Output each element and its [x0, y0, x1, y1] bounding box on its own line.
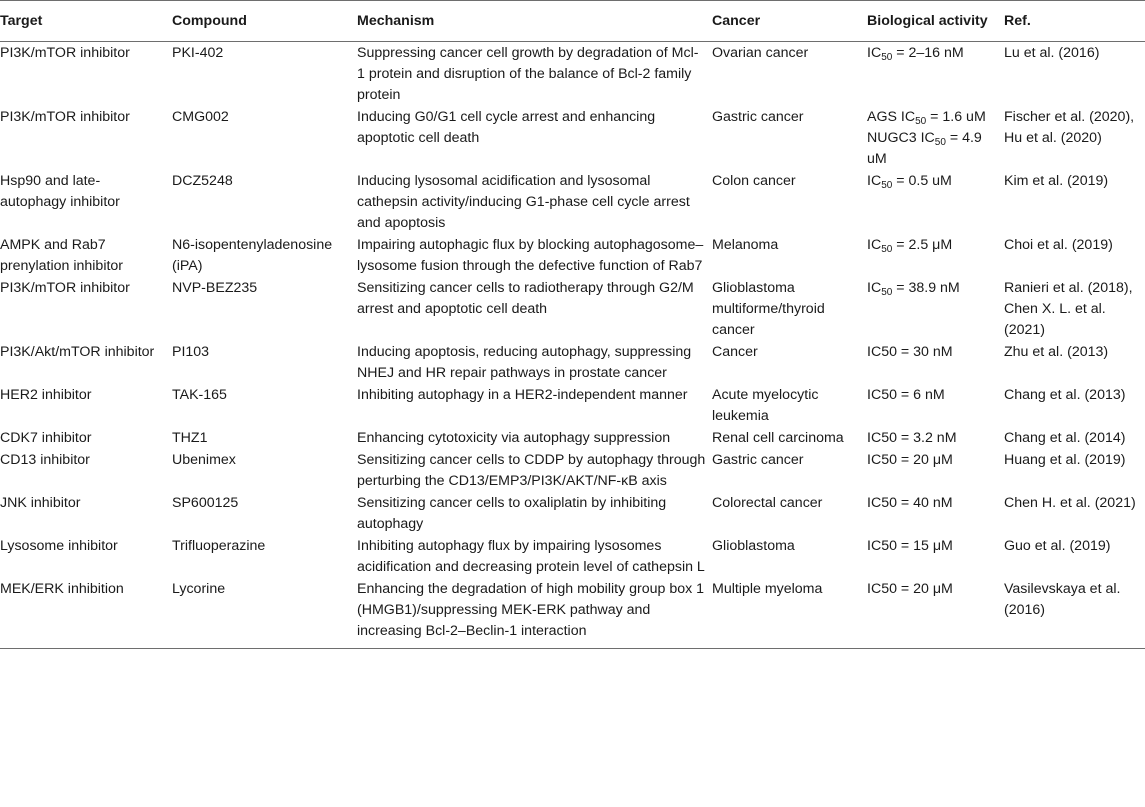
table-row — [0, 342, 1145, 385]
cell-target: JNK inhibitor — [0, 495, 81, 511]
cell-biological-activity — [867, 579, 1004, 649]
header-row — [0, 1, 1145, 42]
activity-value: IC50 = 40 nM — [867, 495, 953, 511]
cell-mechanism: Inducing apoptosis, reducing autophagy, suppressing NHEJ and HR repair pathways in prostate cancer — [357, 344, 692, 381]
cell-compound: CMG002 — [172, 109, 229, 125]
header-mechanism: Mechanism — [357, 1, 712, 42]
activity-value: IC50 = 20 μM — [867, 581, 953, 597]
cell-ref: Fischer et al. (2020), Hu et al. (2020) — [1004, 109, 1135, 146]
table-row — [0, 579, 1145, 649]
cell-ref: Guo et al. (2019) — [1004, 538, 1111, 554]
cell-mechanism: Enhancing cytotoxicity via autophagy suppression — [357, 430, 671, 446]
cell-target: MEK/ERK inhibition — [0, 579, 172, 649]
cell-biological-activity — [867, 107, 1004, 171]
table-row — [0, 107, 1145, 171]
cell-compound: PI103 — [172, 344, 210, 360]
cell-cancer: Multiple myeloma — [712, 579, 867, 649]
cell-cancer: Colorectal cancer — [712, 495, 823, 511]
activity-value: $IC_{50} = 2-16$ nM — [867, 45, 964, 63]
header-biological-activity: Biological activity — [867, 1, 1004, 42]
cell-cancer: Glioblastoma — [712, 538, 795, 554]
table-row — [0, 235, 1145, 278]
table-row — [0, 42, 1145, 108]
table-body — [0, 42, 1145, 649]
cell-cancer: Gastric cancer — [712, 109, 804, 125]
cell-mechanism: Sensitizing cancer cells to radiotherapy through G2/M arrest and apoptotic cell death — [357, 280, 694, 317]
cell-compound: NVP-BEZ235 — [172, 280, 258, 296]
cell-mechanism: Inducing G0/G1 cell cycle arrest and enhancing apoptotic cell death — [357, 109, 656, 146]
cell-cancer: Colon cancer — [712, 173, 796, 189]
activity-value: AGS $IC_{50} = 1.6$ uM — [867, 109, 986, 127]
cell-mechanism: Inducing lysosomal acidification and lysosomal cathepsin activity/inducing G1-phase cell cycle arrest and apoptosis — [357, 173, 690, 231]
header-cancer: Cancer — [712, 1, 867, 42]
cell-compound: N6-isopentenyladenosine (iPA) — [172, 237, 333, 274]
activity-value: IC50 = 3.2 nM — [867, 430, 957, 446]
cell-target: PI3K/mTOR inhibitor — [0, 109, 130, 125]
cell-biological-activity — [867, 278, 1004, 342]
cell-compound: Ubenimex — [172, 452, 236, 468]
cell-target: PI3K/Akt/mTOR inhibitor — [0, 344, 155, 360]
cell-biological-activity — [867, 171, 1004, 235]
header-compound: Compound — [172, 1, 357, 42]
cell-mechanism: Enhancing the degradation of high mobility group box 1 (HMGB1)/suppressing MEK-ERK pathway and increasing Bcl-2–Beclin-1 interaction — [357, 579, 712, 649]
table-row — [0, 428, 1145, 450]
cell-cancer: Renal cell carcinoma — [712, 430, 844, 446]
cell-ref: Choi et al. (2019) — [1004, 237, 1113, 253]
cell-biological-activity — [867, 536, 1004, 579]
cell-ref: Chang et al. (2013) — [1004, 387, 1126, 403]
cell-cancer: Melanoma — [712, 237, 779, 253]
cell-target: PI3K/mTOR inhibitor — [0, 280, 130, 296]
cell-compound: TAK-165 — [172, 387, 227, 403]
cell-mechanism: Suppressing cancer cell growth by degradation of Mcl-1 protein and disruption of the balance of Bcl-2 family protein — [357, 45, 699, 103]
cell-biological-activity — [867, 385, 1004, 428]
cell-mechanism: Inhibiting autophagy flux by impairing lysosomes acidification and decreasing protein level of cathepsin L — [357, 538, 705, 575]
cell-biological-activity — [867, 493, 1004, 536]
cell-mechanism: Impairing autophagic flux by blocking autophagosome–lysosome fusion through the defective function of Rab7 — [357, 237, 704, 274]
cell-ref: Chen H. et al. (2021) — [1004, 495, 1136, 511]
cell-compound: PKI-402 — [172, 45, 224, 61]
cell-compound: THZ1 — [172, 430, 208, 446]
cell-mechanism: Sensitizing cancer cells to oxaliplatin by inhibiting autophagy — [357, 495, 667, 532]
cell-cancer: Ovarian cancer — [712, 45, 809, 61]
activity-value: NUGC3 $IC_{50} = 4.9$ uM — [867, 130, 982, 167]
table-row — [0, 385, 1145, 428]
cell-biological-activity — [867, 42, 1004, 108]
table-row — [0, 171, 1145, 235]
activity-value: IC50 = 30 nM — [867, 344, 953, 360]
cell-ref: Lu et al. (2016) — [1004, 45, 1100, 61]
cell-mechanism: Inhibiting autophagy in a HER2-independent manner — [357, 387, 688, 403]
cell-compound: SP600125 — [172, 495, 239, 511]
header-target: Target — [0, 1, 172, 42]
cell-ref: Chang et al. (2014) — [1004, 430, 1126, 446]
cell-biological-activity — [867, 235, 1004, 278]
cell-mechanism: Sensitizing cancer cells to CDDP by autophagy through perturbing the CD13/EMP3/PI3K/AKT/NF-κB axis — [357, 452, 706, 489]
activity-value: IC50 = 6 nM — [867, 387, 945, 403]
cell-compound: DCZ5248 — [172, 173, 233, 189]
cell-compound: Trifluoperazine — [172, 538, 266, 554]
cell-biological-activity — [867, 342, 1004, 385]
table-row — [0, 450, 1145, 493]
cell-ref: Huang et al. (2019) — [1004, 452, 1126, 468]
cell-ref: Ranieri et al. (2018), Chen X. L. et al. (2021) — [1004, 280, 1133, 338]
cell-target: AMPK and Rab7 prenylation inhibitor — [0, 237, 124, 274]
activity-value: IC50 = 20 μM — [867, 452, 953, 468]
cell-cancer: Cancer — [712, 344, 758, 360]
activity-value: $IC_{50} = 2.5$ μM — [867, 237, 953, 255]
table-row — [0, 536, 1145, 579]
cell-cancer: Acute myelocytic leukemia — [712, 387, 819, 424]
cell-target: HER2 inhibitor — [0, 387, 92, 403]
header-ref: Ref. — [1004, 1, 1145, 42]
cell-compound: Lycorine — [172, 579, 357, 649]
cell-target: Lysosome inhibitor — [0, 538, 118, 554]
cell-biological-activity — [867, 450, 1004, 493]
cell-target: PI3K/mTOR inhibitor — [0, 45, 130, 61]
cell-biological-activity — [867, 428, 1004, 450]
table-row — [0, 493, 1145, 536]
cell-ref: Kim et al. (2019) — [1004, 173, 1109, 189]
cell-target: Hsp90 and late-autophagy inhibitor — [0, 173, 120, 210]
cell-target: CDK7 inhibitor — [0, 430, 92, 446]
cell-ref: Vasilevskaya et al. (2016) — [1004, 579, 1145, 649]
activity-value: $IC_{50} = 38.9$ nM — [867, 280, 960, 298]
cell-cancer: Gastric cancer — [712, 452, 804, 468]
cell-target: CD13 inhibitor — [0, 452, 90, 468]
cell-ref: Zhu et al. (2013) — [1004, 344, 1109, 360]
activity-value: $IC_{50} = 0.5$ uM — [867, 173, 952, 191]
activity-value: IC50 = 15 μM — [867, 538, 953, 554]
cell-cancer: Glioblastoma multiforme/thyroid cancer — [712, 280, 825, 338]
table-row — [0, 278, 1145, 342]
